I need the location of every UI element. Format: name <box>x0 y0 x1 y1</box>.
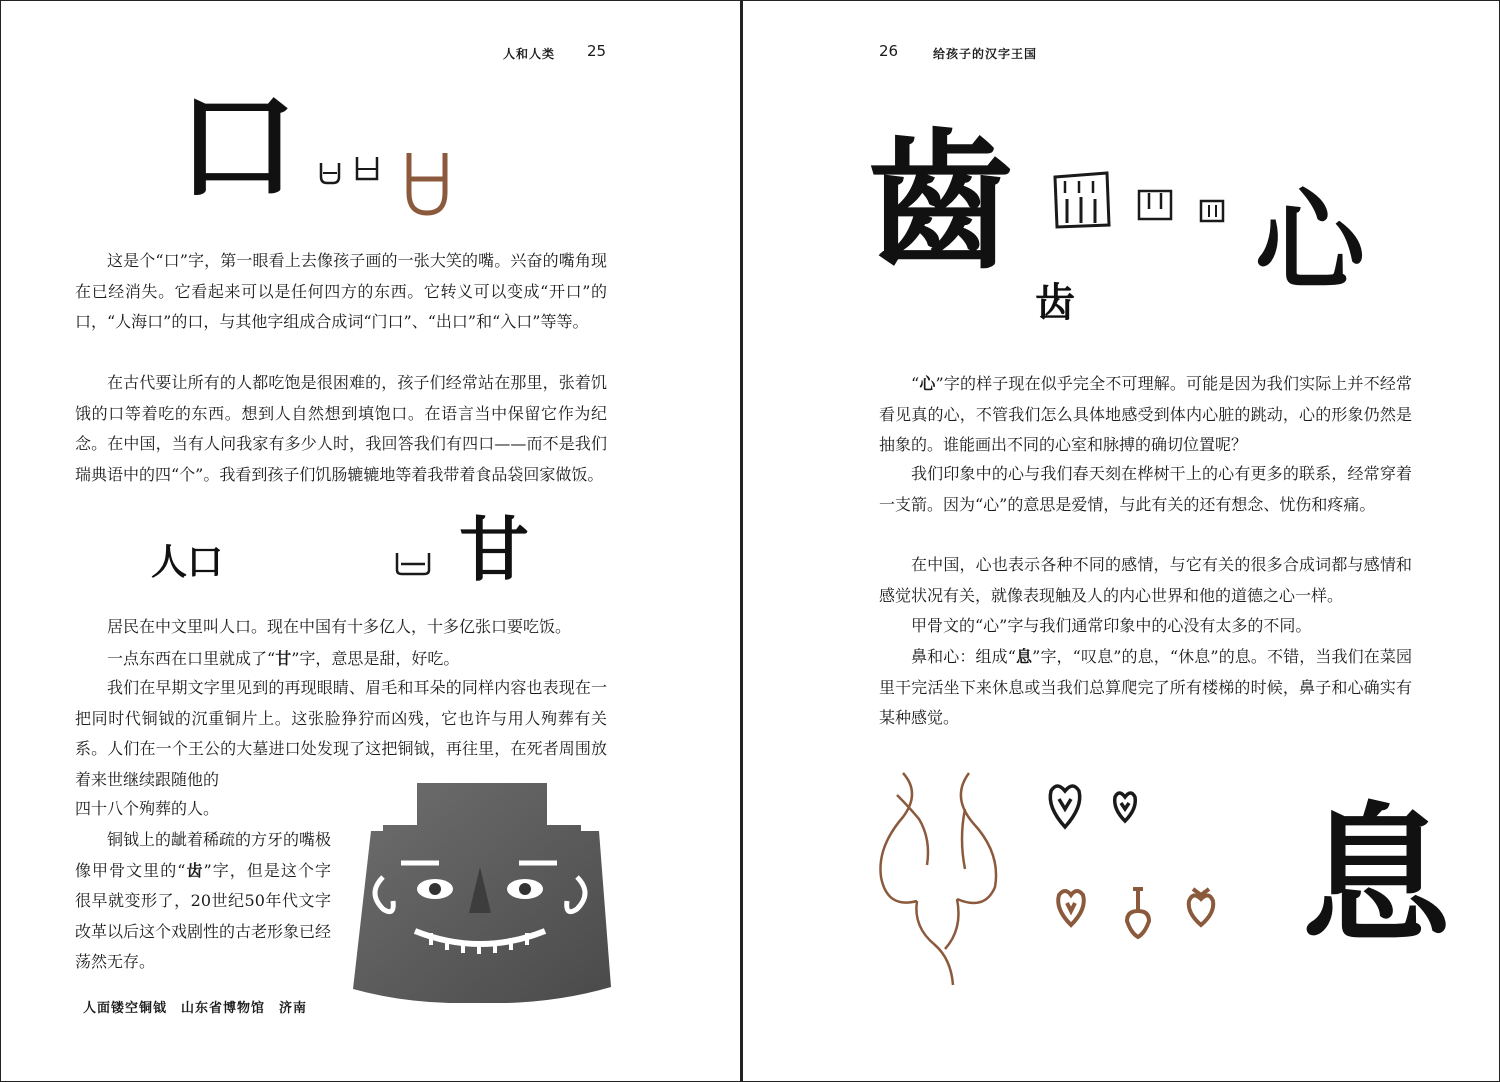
ancient-xin-glyphs-brown <box>1051 881 1227 941</box>
image-caption: 人面镂空铜钺 山东省博物馆 济南 <box>83 1001 308 1016</box>
ancient-gan-glyph <box>393 550 433 576</box>
paragraph-5-tail: 四十八个殉葬的人。 <box>75 799 220 818</box>
paragraph-5: 鼻和心：组成“息”字，“叹息”的息，“休息”的息。不错，当我们在菜园里干完活坐下来休息或当我们总算爬完了所有楼梯的时候，鼻子和心确实有某种感觉。 <box>879 647 1412 727</box>
paragraph-4: 甲骨文的“心”字与我们通常印象中的心没有太多的不同。 <box>911 616 1312 635</box>
paragraph-3: 在中国，心也表示各种不同的感情，与它有关的很多合成词都与感情和感觉状况有关，就像表现触及人的内心世界和他的道德之心一样。 <box>879 555 1412 605</box>
paragraph-5: 我们在早期文字里见到的再现眼睛、眉毛和耳朵的同样内容也表现在一把同时代铜钺的沉重铜片上。这张脸狰狞而凶残，它也许与用人殉葬有关系。人们在一个王公的大墓进口处发现了这把铜钺，再往里，在死者周围放着来世继续跟随他的 <box>75 678 607 789</box>
ancient-kou-glyphs <box>317 149 457 221</box>
paragraph-1: 这是个“口”字，第一眼看上去像孩子画的一张大笑的嘴。兴奋的嘴角现在已经消失。它看起来可以是任何四方的东西。它转义可以变成“开口”的口，“人海口”的口，与其他字组成合成词“门口”、“出口”和“入口”等等。 <box>75 251 607 331</box>
paragraph-4: 一点东西在口里就成了“甘”字，意思是甜，好吃。 <box>107 649 460 668</box>
running-title: 给孩子的汉字王国 <box>933 47 1038 61</box>
word-gan: 甘 <box>459 508 529 591</box>
headline-char-xi: 息 <box>1301 788 1452 964</box>
paragraph-1: “心”字的样子现在似乎完全不可理解。可能是因为我们实际上并不经常看见真的心，不管我们怎么具体地感受到体内心脏的跳动，心的形象仍然是抽象的。谁能画出不同的心室和脉搏的确切位置呢？ <box>879 374 1412 454</box>
headline-char-kou: 口 <box>177 76 297 217</box>
ancient-xin-glyphs-black <box>1043 779 1143 831</box>
headline-char-xin: 心 <box>1255 177 1365 306</box>
paragraph-3: 居民在中文里叫人口。现在中国有十多亿人，十多亿张口要吃饭。 <box>107 617 572 636</box>
paragraph-2: 我们印象中的心与我们春天刻在桦树干上的心有更多的联系，经常穿着一支箭。因为“心”的意思是爱情，与此有关的还有想念、忧伤和疼痛。 <box>879 464 1412 514</box>
left-page <box>0 0 741 1082</box>
bronze-axe-image <box>349 781 611 1003</box>
word-renkou: 人口 <box>151 541 224 583</box>
page-number: 26 <box>879 42 899 60</box>
anatomy-line-drawing <box>873 769 1013 991</box>
char-chi-simplified: 齿 <box>1035 279 1075 326</box>
paragraph-2: 在古代要让所有的人都吃饱是很困难的，孩子们经常站在那里，张着饥饿的口等着吃的东西。想到人自然想到填饱口。在语言当中保留它作为纪念。在中国，当有人问我家有多少人时，我回答我们有四口——而不是我们瑞典语中的四“个”。我看到孩子们饥肠辘辘地等着我带着食品袋回家做饭。 <box>75 373 607 484</box>
ancient-chi-glyphs <box>1051 169 1231 231</box>
paragraph-6: 铜钺上的龇着稀疏的方牙的嘴极像甲骨文里的“齿”字，但是这个字很早就变形了，20世纪50年代文字改革以后这个戏剧性的古老形象已经荡然无存。 <box>75 830 332 971</box>
right-page <box>743 0 1500 1082</box>
running-title: 人和人类 <box>503 47 556 61</box>
headline-char-chi: 齒 <box>865 114 1016 290</box>
page-number: 25 <box>587 42 607 60</box>
